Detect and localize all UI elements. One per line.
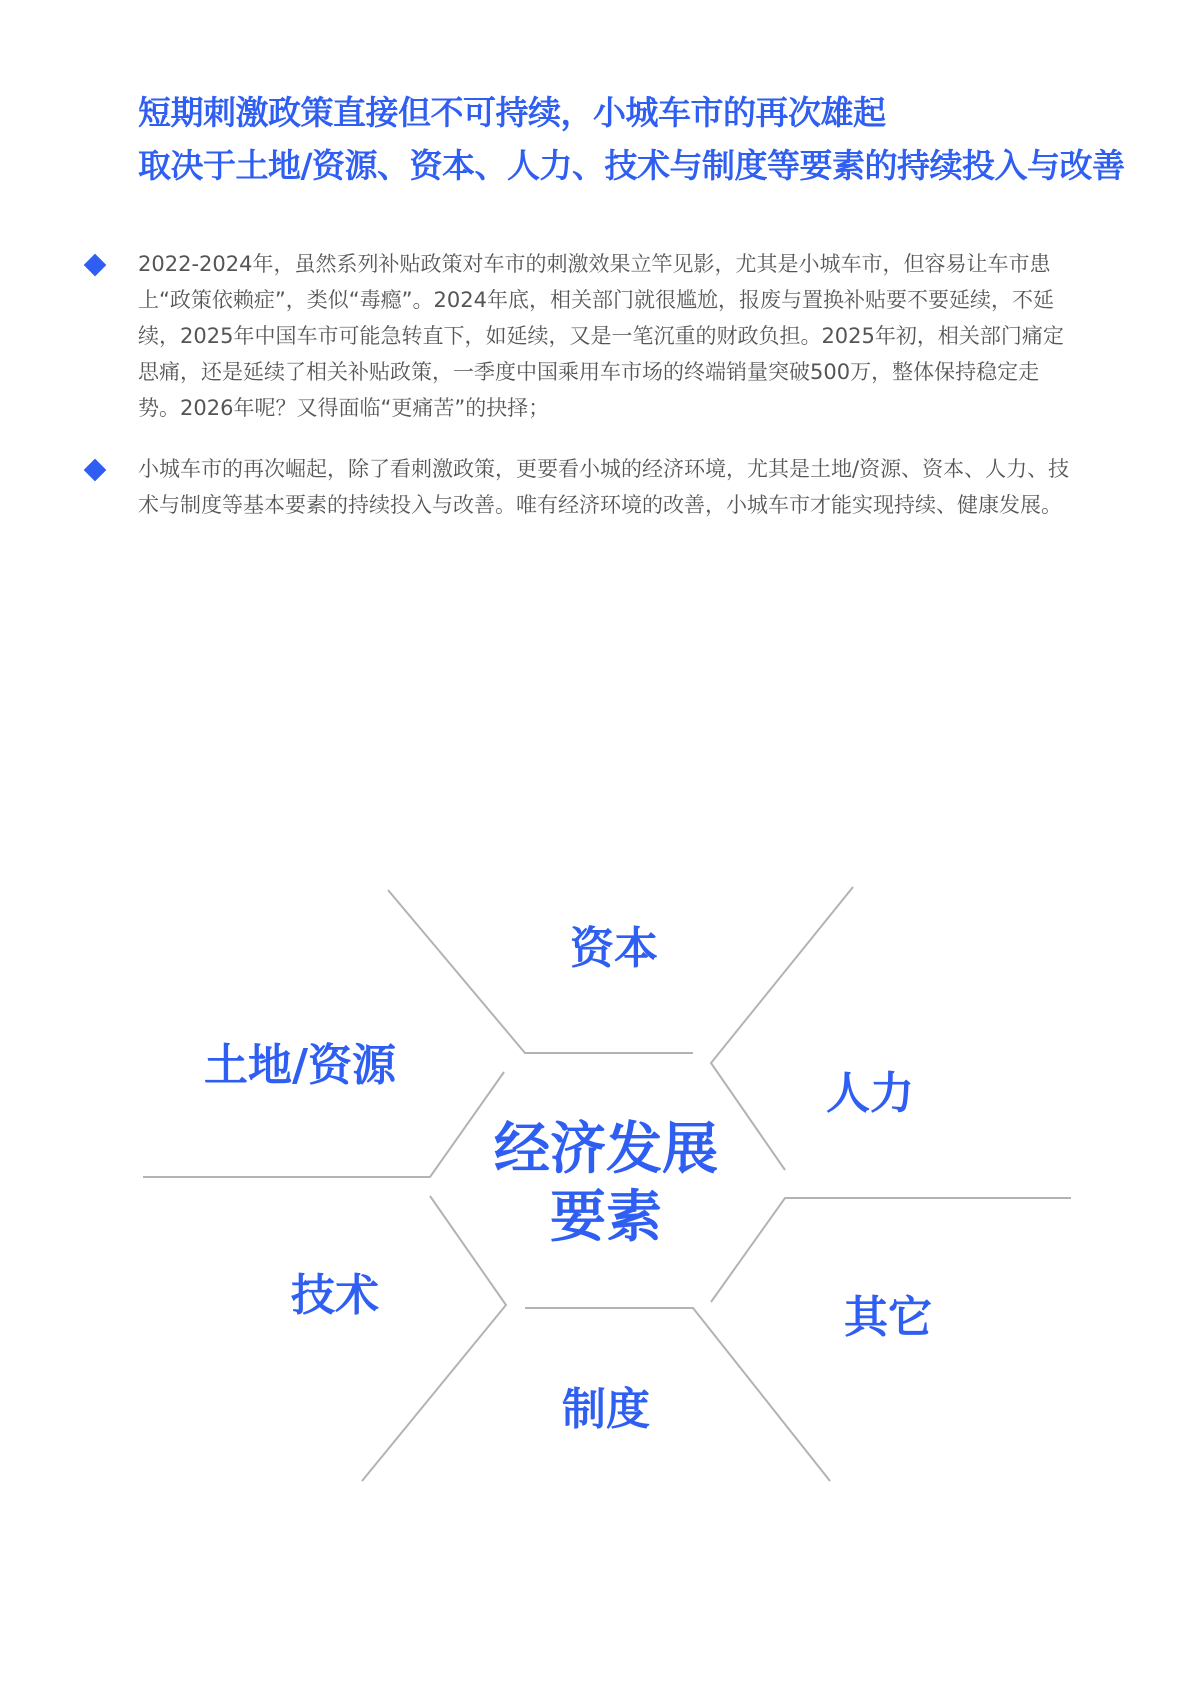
title-line-1: 短期刺激政策直接但不可持续，小城车市的再次雄起 [138,93,886,132]
center-label-line-1: 经济发展 [494,1117,718,1182]
factor-capital: 资本 [570,923,658,974]
top-right-divider [711,887,853,1170]
factor-other: 其它 [844,1292,932,1343]
bullet-paragraph-1: 2022-2024年，虽然系列补贴政策对车市的刺激效果立竿见影，尤其是小城车市，但容易让车市患上“政策依赖症”，类似“毒瘾”。2024年底，相关部门就很尴尬，报废与置换补贴要不要延续，不延续，2025年中国车市可能急转直下，如延续，又是一笔沉重的财政负担。2025年初，相关部门痛定思痛，还是延续了相关补贴政策，一季度中国乘用车市场的终端销量突破500万，整体保持稳定走势。2026年呢？又得面临“更痛苦”的抉择； [138,252,1064,420]
factor-institution: 制度 [562,1384,650,1435]
right-divider [711,1198,1071,1302]
factor-land-resources: 土地/资源 [203,1040,397,1091]
center-label-line-2: 要素 [550,1185,662,1250]
title-line-2: 取决于土地/资源、资本、人力、技术与制度等要素的持续投入与改善 [138,146,1125,185]
factor-labor: 人力 [826,1068,914,1119]
bullet-paragraph-2: 小城车市的再次崛起，除了看刺激政策，更要看小城的经济环境，尤其是土地/资源、资本、人力、技术与制度等基本要素的持续投入与改善。唯有经济环境的改善，小城车市才能实现持续、健康发展。 [138,457,1070,517]
factor-technology: 技术 [291,1270,379,1321]
left-lower-divider [362,1196,506,1481]
